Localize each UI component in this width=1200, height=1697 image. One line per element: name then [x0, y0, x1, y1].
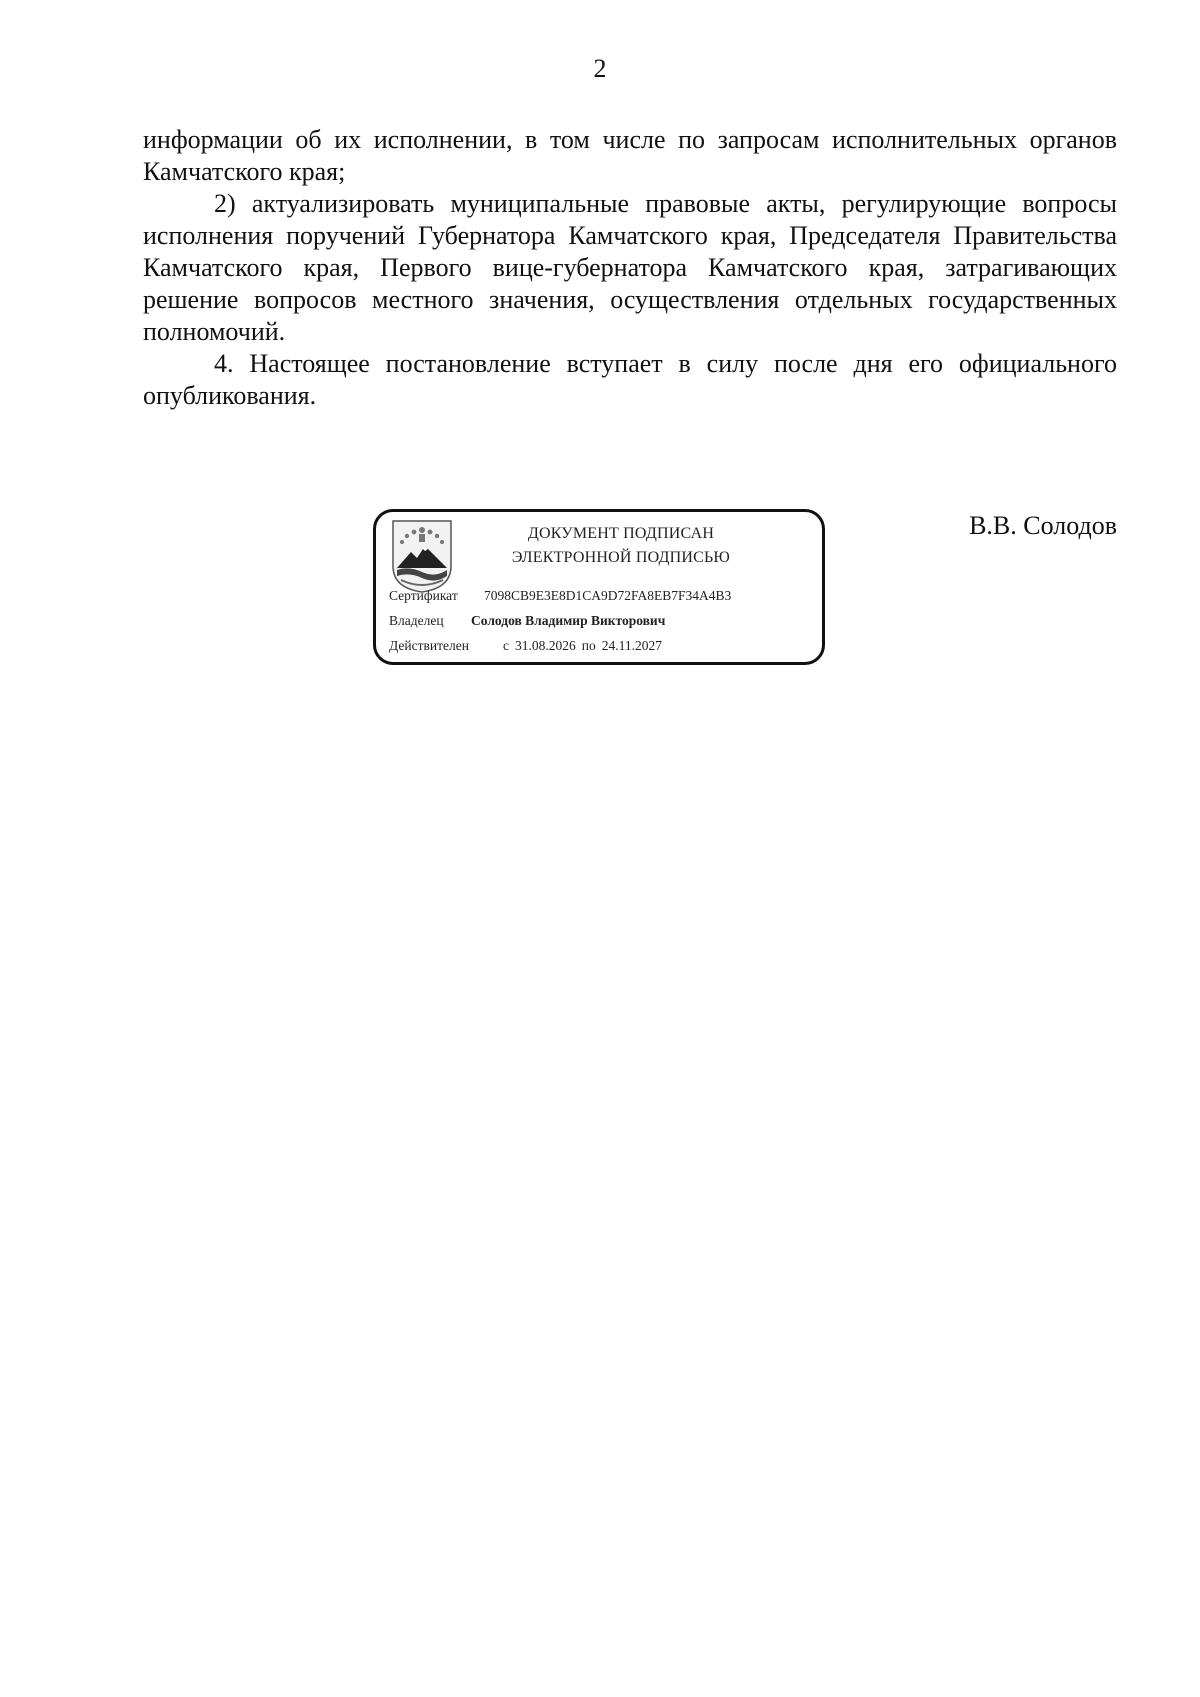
valid-to-date: 24.11.2027 [601, 638, 662, 653]
page-number: 2 [593, 54, 607, 83]
valid-to-prefix: по [581, 638, 596, 653]
paragraph-continuation: информации об их исполнении, в том числе по запросам исполнительных органов Камчатского края; [143, 125, 1117, 186]
stamp-owner-row [389, 612, 666, 630]
owner-value: Солодов Владимир Викторович [471, 613, 666, 628]
signatory-name: В.В. Солодов [969, 511, 1117, 540]
valid-from-prefix: с [503, 638, 509, 653]
paragraph-item-4: 4. Настоящее постановление вступает в силу после дня его официального опубликования. [143, 349, 1117, 410]
certificate-value: 7098CB9E3E8D1CA9D72FA8EB7F34A4B3 [484, 588, 732, 603]
document-body [143, 124, 1117, 412]
stamp-certificate-row [389, 587, 732, 605]
electronic-signature-stamp [373, 509, 825, 665]
certificate-label: Сертификат [389, 588, 458, 603]
kamchatka-coat-of-arms-icon [389, 518, 455, 594]
stamp-heading-line1: ДОКУМЕНТ ПОДПИСАН [527, 525, 715, 542]
stamp-heading-line2: ЭЛЕКТРОННОЙ ПОДПИСЬЮ [511, 549, 731, 566]
validity-period [503, 637, 668, 655]
valid-from-date: 31.08.2026 [515, 638, 576, 653]
paragraph-item-2: 2) актуализировать муниципальные правовые акты, регулирующие вопросы исполнения поручений Губернатора Камчатского края, Председателя Правительства Камчатского края, Первого вице-губернатора Камчатского края, затрагивающих решение вопросов местного значения, осуществления отдельных государственных полномочий. [143, 189, 1117, 346]
stamp-validity-row [389, 637, 662, 655]
owner-label: Владелец [389, 613, 444, 628]
stamp-heading [471, 522, 771, 570]
validity-label: Действителен [389, 638, 469, 653]
